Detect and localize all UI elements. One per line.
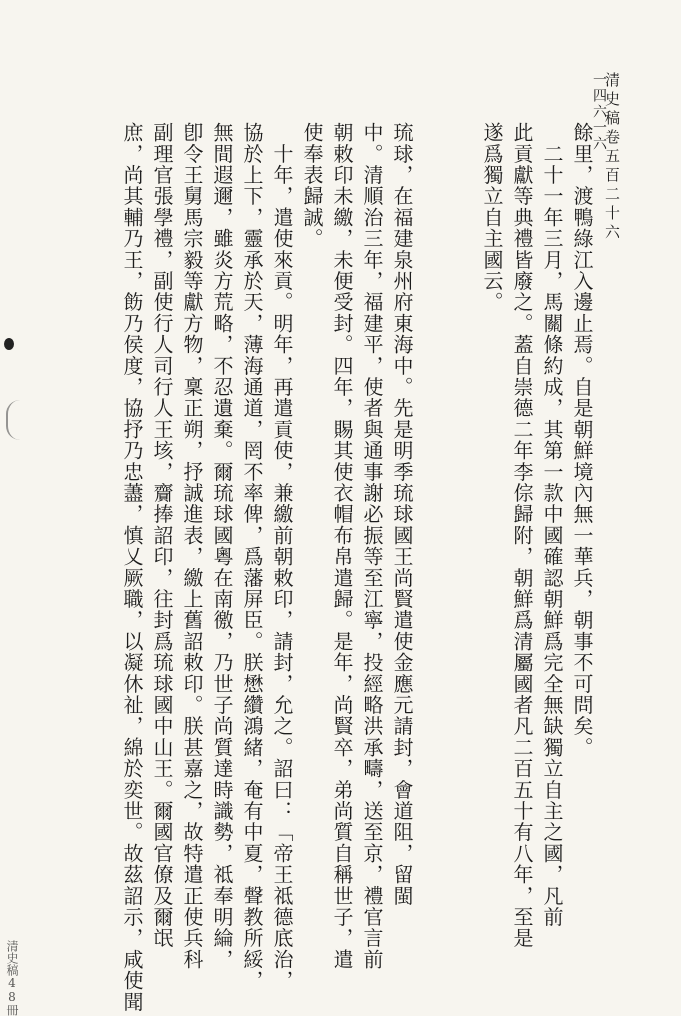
text-column: 卽令王舅馬宗毅等獻方物，稟正朔，抒誠進表，繳上舊詔敕印。朕甚嘉之，故特遣正使兵科 xyxy=(180,122,204,970)
running-header: 清史稿卷五百二十六 xyxy=(603,72,621,243)
text-column: 十年，遣使來貢。明年，再遣貢使，兼繳前朝敕印，請封，允之。詔曰：「帝王祗德底治， xyxy=(270,122,294,992)
margin-bracket-mark xyxy=(6,400,22,440)
text-column: 琉球，在福建泉州府東海中。先是明季琉球國王尚賢遣使金應元請封，會道阻，留閩 xyxy=(390,122,414,907)
text-column: 二十一年三月，馬關條約成，其第一款中國確認朝鮮爲完全無缺獨立自主之國，凡前 xyxy=(540,122,564,928)
volume-stamp: 清史稿48冊 xyxy=(5,940,19,1016)
text-column: 此貢獻等典禮皆廢之。蓋自崇德二年李倧歸附，朝鮮爲清屬國者凡二百五十有八年，至是 xyxy=(510,122,534,949)
text-column: 中。清順治三年，福建平，使者與通事謝必振等至江寧，投經略洪承疇，送至京，禮官言前 xyxy=(360,122,384,970)
text-column: 庶，尚其輔乃王，飭乃侯度，協抒乃忠藎，慎乂厥職，以凝休祉，綿於奕世。故茲詔示，咸使聞 xyxy=(120,122,144,1013)
text-column: 無間遐邇，雖炎方荒略，不忍遺棄。爾琉球國粵在南徼，乃世子尚質達時識勢，祗奉明綸， xyxy=(210,122,234,970)
text-column: 副理官張學禮，副使行人司行人王垓，齎捧詔印，往封爲琉球國中山王。爾國官僚及爾氓 xyxy=(150,122,174,949)
text-column: 餘里，渡鴨綠江入邊止焉。自是朝鮮境內無一華兵，朝事不可問矣。 xyxy=(570,122,594,758)
page-number: 一四六一六 xyxy=(591,72,607,152)
text-column: 遂爲獨立自主國云。 xyxy=(480,122,504,313)
text-column: 朝敕印未繳，未便受封。四年，賜其使衣帽布帛遣歸。是年，尚賢卒，弟尚質自稱世子，遣 xyxy=(330,122,354,970)
binding-hole-mark xyxy=(4,338,14,350)
text-column: 協於上下，靈承於天，薄海通道，罔不率俾，爲藩屏臣。朕懋纘鴻緒，奄有中夏，聲教所綏， xyxy=(240,122,264,992)
text-column: 使奉表歸誠。 xyxy=(300,122,324,250)
